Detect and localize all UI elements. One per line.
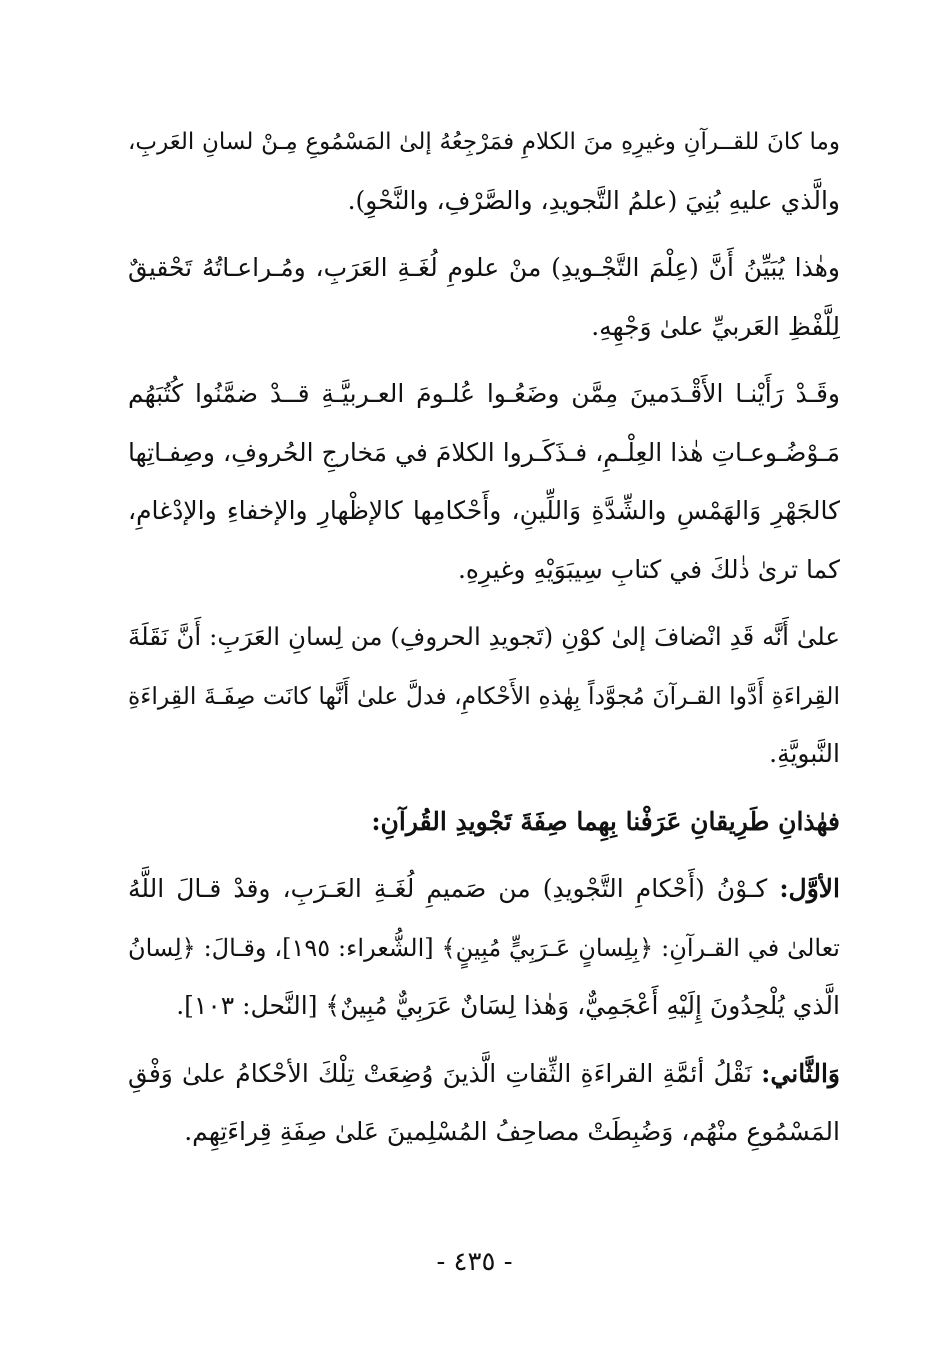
- second-point: [128, 1045, 840, 1162]
- page-text: [128, 113, 840, 1171]
- text-line: الَّذي يُلْحِدُونَ إِلَيْهِ أَعْجَمِيٌّ، وَهٰذا لِسَانٌ عَرَبِيٌّ مُبِينٌ﴾ [النَّحل: ١٠٣].: [176, 991, 840, 1020]
- text-line: وما كانَ للقــرآنِ وغيرِهِ منَ الكلامِ فمَرْجِعُهُ إلىٰ المَسْمُوعِ مِـنْ لسانِ العَربِ،: [128, 129, 840, 155]
- text-line: مَـوْضُـوعـاتِ هٰذا العِلْـمِ، فـذَكَـروا الكلامَ في مَخارجِ الحُروفِ، وصِفـاتِها: [128, 437, 840, 467]
- text-line: وهٰذا يُبَيِّنُ أَنَّ (عِلْمَ التَّجْـويدِ) منْ علومِ لُغَـةِ العَرَبِ، ومُـراعـاتُهُ تَحْقيقٌ: [128, 253, 840, 282]
- text-line: تعالىٰ في القـرآنِ: ﴿بِلِسانٍ عَـرَبِيٍّ مُبِينٍ﴾ [الشُّعراء: ١٩٥]، وقـالَ: ﴿لِسانُ: [128, 933, 840, 962]
- paragraph-4: [128, 608, 840, 784]
- text-line: وقَـدْ رَأَيْنـا الأَقْـدَمينَ مِمَّن وضَعُـوا عُلـومَ العـربيَّـةِ قــدْ ضمَّنُوا كُتُبَهُم: [128, 379, 840, 408]
- text-line: النَّبويَّةِ.: [769, 739, 840, 768]
- first-label: الأوَّل:: [779, 874, 840, 903]
- text-line: كما ترىٰ ذٰلكَ في كتابِ سِيبَوَيْهِ وغيرِهِ.: [457, 554, 840, 584]
- paragraph-2: [128, 239, 840, 356]
- page-number: - ٤٣٥ -: [436, 1247, 513, 1277]
- section-heading: [128, 793, 840, 852]
- second-label: وَالثَّاني:: [761, 1058, 840, 1088]
- paragraph-3: [128, 365, 840, 599]
- text-line: علىٰ أَنَّه قَدِ انْضافَ إلىٰ كوْنِ (تَجويدِ الحروفِ) من لِسانِ العَرَبِ: أَنَّ نَقَلَةَ: [128, 622, 840, 651]
- text-line: لِلَّفْظِ العَربيِّ علىٰ وَجْهِهِ.: [591, 311, 840, 341]
- text-line: والَّذي عليهِ بُنِيَ (علمُ التَّجويدِ، والصَّرْفِ، والنَّحْوِ).: [347, 185, 840, 215]
- text-line: [128, 1045, 840, 1104]
- text-line: القِراءَةِ أَدَّوا القـرآنَ مُجوَّداً بِهٰذهِ الأَحْكامِ، فدلَّ علىٰ أَنَّها كانَت صِفَـةَ القِراءَةِ: [128, 681, 840, 710]
- first-line-text: كـوْنُ (أَحْكامِ التَّجْويدِ) من صَميمِ لُغَـةِ العَـرَبِ، وقدْ قـالَ اللَّهُ: [128, 874, 780, 903]
- text-line: [128, 860, 840, 919]
- paragraph-1: [128, 113, 840, 230]
- text-line: المَسْمُوعِ منْهُم، وَضُبِطَتْ مصاحِفُ المُسْلِمينَ عَلىٰ صِفَةِ قِراءَتِهِم.: [184, 1117, 840, 1146]
- heading-text: فهٰذانِ طَرِيقانِ عَرَفْنا بِهِما صِفَةَ تَجْويدِ القُرآنِ:: [371, 806, 840, 836]
- second-line-text: نَقْلُ أئمَّةِ القراءَةِ الثِّقاتِ الَّذينَ وُضِعَتْ تِلْكَ الأحْكامُ علىٰ وَفْقِ: [128, 1058, 762, 1088]
- text-line: كالجَهْرِ وَالهَمْسِ والشِّدَّةِ وَاللِّينِ، وأَحْكامِها كالإظْهارِ والإخفاءِ والإدْغامِ،: [128, 496, 840, 525]
- first-point: [128, 860, 840, 1036]
